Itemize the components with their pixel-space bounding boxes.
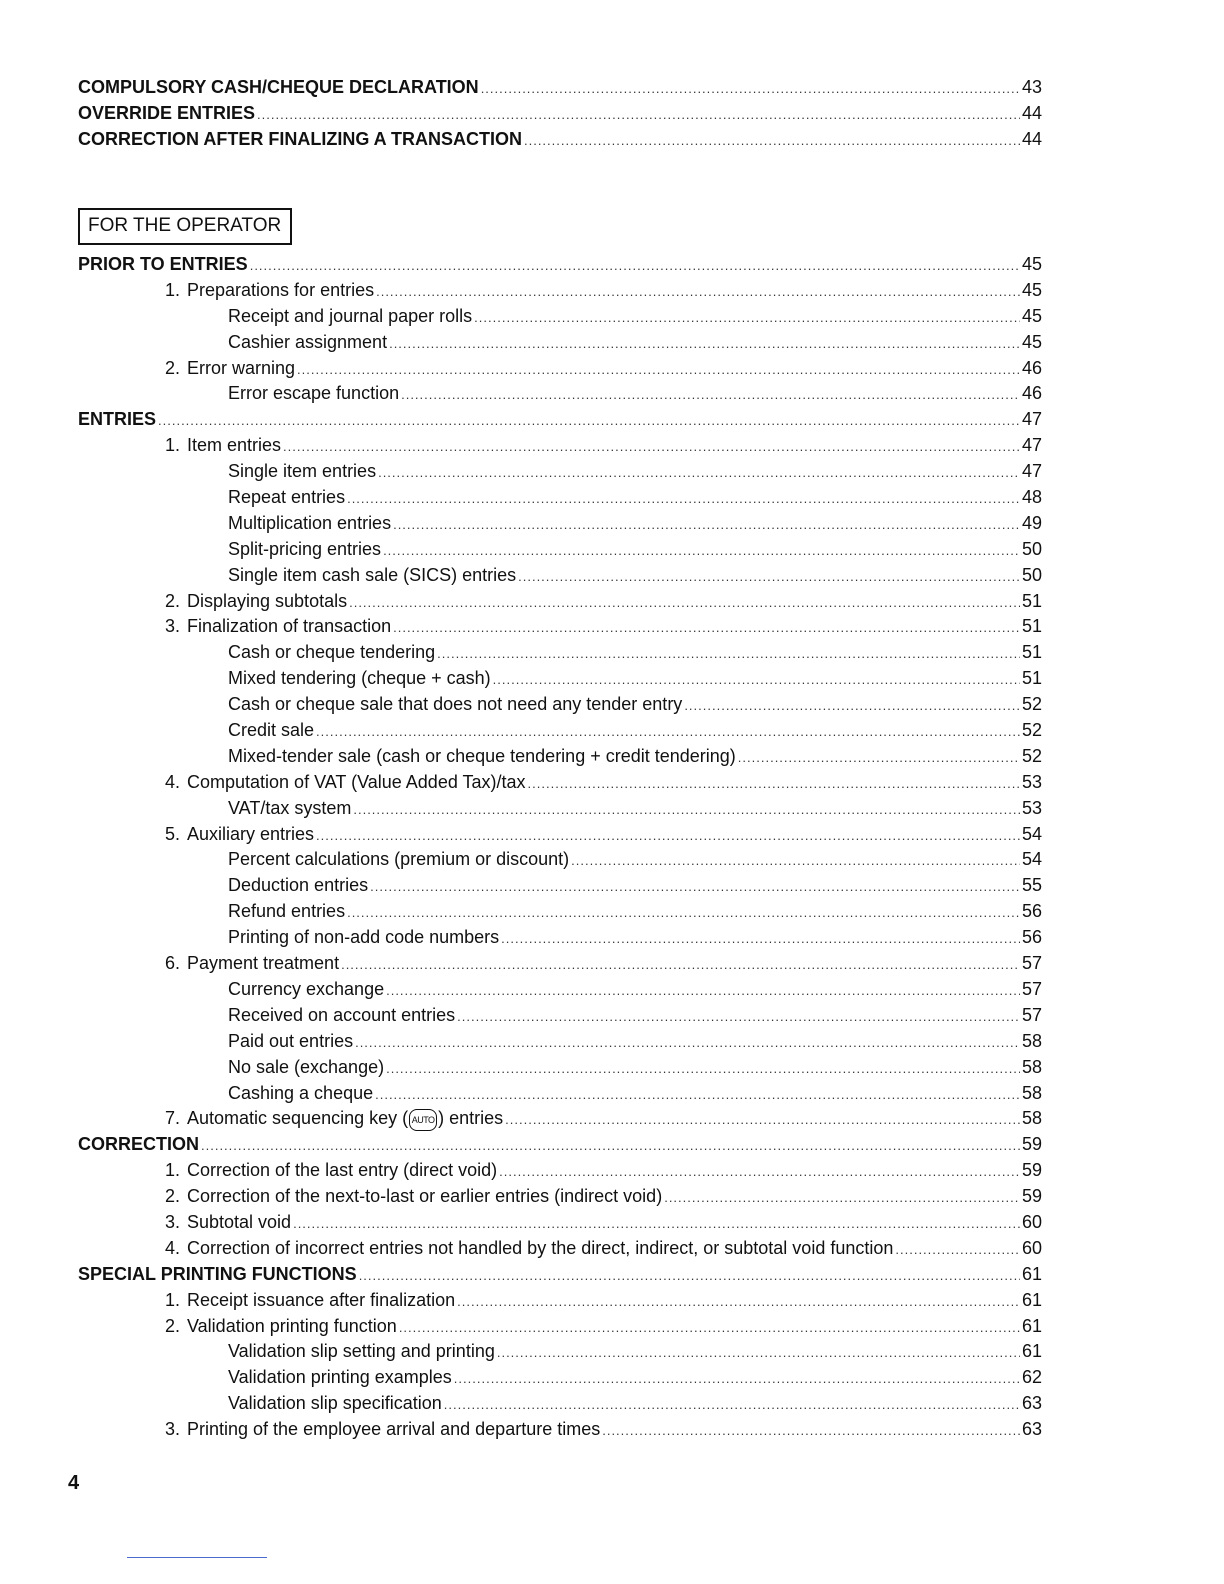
dot-leader [353, 797, 1020, 823]
toc-entry [78, 1365, 1042, 1391]
dot-leader [399, 1315, 1020, 1341]
toc-entry-text: Displaying subtotals [187, 590, 348, 611]
toc-entry-text: Error warning [187, 357, 296, 378]
toc-entry [78, 589, 1042, 615]
toc-entry-title [228, 1081, 373, 1107]
toc-entry-text: Cashier assignment [228, 331, 388, 352]
toc-entry-title [78, 252, 248, 278]
toc-entry-number: 4. [165, 1237, 181, 1258]
toc-entry-title [228, 485, 345, 511]
toc-entry-number: 2. [165, 1186, 181, 1207]
toc-entry-page: 54 [1021, 823, 1042, 844]
toc-entry [78, 407, 1042, 433]
toc-entry-title [228, 1055, 384, 1081]
dot-leader [386, 978, 1020, 1004]
dot-leader [250, 253, 1020, 279]
toc-entry [78, 511, 1042, 537]
toc-entry-title [228, 1003, 455, 1029]
toc-entry [78, 1055, 1042, 1081]
dot-leader [895, 1237, 1020, 1263]
bottom-rule [127, 1557, 267, 1558]
toc-entry-text: Preparations for entries [187, 279, 375, 300]
toc-entry-page: 53 [1021, 771, 1042, 792]
toc-entry-title [228, 330, 387, 356]
dot-leader [454, 1366, 1020, 1392]
dot-leader [393, 512, 1020, 538]
toc-entry [78, 614, 1042, 640]
toc-entry [78, 977, 1042, 1003]
dot-leader [684, 693, 1020, 719]
toc-entry-title [228, 1391, 442, 1417]
toc-entry [78, 74, 1042, 100]
toc-entry-page: 60 [1021, 1237, 1042, 1258]
dot-leader [347, 900, 1020, 926]
toc-entry-page: 59 [1021, 1160, 1042, 1181]
toc-entry-page: 58 [1021, 1056, 1042, 1077]
toc-entry [78, 356, 1042, 382]
toc-entry-text: Correction of incorrect entries not handled by the direct, indirect, or subtotal void function [187, 1237, 894, 1258]
toc-entry-text: VAT/tax system [228, 797, 352, 818]
toc-entry-title [165, 1314, 397, 1340]
toc-entry-page: 52 [1021, 745, 1042, 766]
toc-entry-page: 51 [1021, 642, 1042, 663]
toc-entry-page: 45 [1021, 279, 1042, 300]
toc-entry-text: Single item entries [228, 461, 377, 482]
dot-leader [293, 1211, 1020, 1237]
toc-entry-page: 47 [1021, 461, 1042, 482]
toc-entry-text: COMPULSORY CASH/CHEQUE DECLARATION [78, 77, 479, 97]
toc-entry [78, 1106, 1042, 1132]
toc-entry-page: 58 [1021, 1082, 1042, 1103]
toc-entry-title [228, 381, 399, 407]
toc-entry [78, 1029, 1042, 1055]
toc-entry-text: OVERRIDE ENTRIES [78, 103, 256, 123]
toc-entry [78, 1288, 1042, 1314]
dot-leader [376, 279, 1020, 305]
toc-entry-number: 7. [165, 1108, 181, 1129]
toc-entry-text: Payment treatment [187, 953, 340, 974]
toc-entry-number: 6. [165, 953, 181, 974]
dot-leader [457, 1289, 1020, 1315]
toc-entry-page: 45 [1021, 331, 1042, 352]
toc-entry-text: CORRECTION AFTER FINALIZING A TRANSACTION [78, 129, 522, 149]
toc-entry-text: Error escape function [228, 383, 400, 404]
toc-entry-number: 3. [165, 1211, 181, 1232]
toc-entry-title [78, 407, 156, 433]
toc-entry-text-after: ) entries [438, 1108, 504, 1129]
dot-leader [505, 1107, 1020, 1133]
toc-entry [78, 951, 1042, 977]
toc-entry-title [78, 1262, 357, 1288]
toc-entry-page: 58 [1021, 1108, 1042, 1129]
toc-entry [78, 381, 1042, 407]
section-heading-box [78, 208, 292, 245]
toc-entry-page: 51 [1021, 668, 1042, 689]
toc-entry-page: 56 [1021, 927, 1042, 948]
dot-leader [389, 331, 1020, 357]
toc-entry-title [228, 744, 736, 770]
toc-entry-text: Automatic sequencing key ( [187, 1108, 409, 1129]
toc-entry-page: 49 [1021, 512, 1042, 533]
toc-entry [78, 744, 1042, 770]
toc-entry-page: 51 [1021, 616, 1042, 637]
toc-entry-title [165, 1210, 291, 1236]
toc-entry [78, 1262, 1042, 1288]
toc-entry [78, 692, 1042, 718]
toc-entry-text: Refund entries [228, 901, 346, 922]
toc-entry-title [165, 951, 339, 977]
section-heading: FOR THE OPERATOR [88, 215, 282, 236]
toc-entry-title [228, 873, 368, 899]
toc-entry [78, 1236, 1042, 1262]
toc-entry-page: 62 [1021, 1367, 1042, 1388]
toc-entry-text: Computation of VAT (Value Added Tax)/tax [187, 771, 526, 792]
toc-entry-page: 57 [1021, 953, 1042, 974]
toc-entry-text: Validation slip setting and printing [228, 1341, 495, 1362]
toc-entry-page: 55 [1021, 875, 1042, 896]
toc-entry-title [165, 1184, 662, 1210]
toc-entry-page: 54 [1021, 849, 1042, 870]
toc-entry [78, 1081, 1042, 1107]
toc-entry-title [228, 537, 381, 563]
toc-entry-page: 60 [1021, 1211, 1042, 1232]
dot-leader [349, 590, 1020, 616]
toc-entry-text: Correction of the next-to-last or earlier entries (indirect void) [187, 1186, 663, 1207]
toc-entry-title [78, 1132, 199, 1158]
toc-top-block [78, 74, 1042, 152]
toc-entry-title [165, 278, 374, 304]
toc-entry-page: 51 [1021, 590, 1042, 611]
toc-entry-number: 1. [165, 1160, 181, 1181]
toc-entry-title [228, 977, 384, 1003]
dot-leader [493, 667, 1020, 693]
toc-entry-text: Mixed tendering (cheque + cash) [228, 668, 491, 689]
toc-entry-number: 2. [165, 1315, 181, 1336]
dot-leader [316, 719, 1020, 745]
toc-entry-text: Mixed-tender sale (cash or cheque tendering + credit tendering) [228, 745, 736, 766]
toc-entry-title [165, 433, 281, 459]
toc-entry-text: Finalization of transaction [187, 616, 392, 637]
toc-entry-text: Deduction entries [228, 875, 369, 896]
toc-entry-title [228, 640, 435, 666]
dot-leader [664, 1185, 1020, 1211]
dot-leader [602, 1418, 1020, 1444]
dot-leader [524, 128, 1020, 154]
dot-leader [497, 1340, 1020, 1366]
toc-entry-page: 52 [1021, 694, 1042, 715]
toc-entry-text: Receipt and journal paper rolls [228, 305, 473, 326]
toc-entry-text: Correction of the last entry (direct void) [187, 1160, 498, 1181]
toc-entry-page: 46 [1021, 383, 1042, 404]
toc-entry-page: 61 [1021, 1289, 1042, 1310]
toc-entry-text: No sale (exchange) [228, 1056, 385, 1077]
toc-entry-text: Percent calculations (premium or discount) [228, 849, 570, 870]
toc-entry-text: SPECIAL PRINTING FUNCTIONS [78, 1263, 357, 1284]
dot-leader [528, 771, 1020, 797]
toc-entry-text: Cash or cheque sale that does not need any tender entry [228, 694, 683, 715]
toc-entry-page: 56 [1021, 901, 1042, 922]
toc-entry [78, 1210, 1042, 1236]
toc-entry-number: 3. [165, 616, 181, 637]
toc-entry-number: 1. [165, 435, 181, 456]
toc-entry-text: Multiplication entries [228, 512, 392, 533]
page-number: 4 [68, 1472, 80, 1494]
toc-entry-text: Cashing a cheque [228, 1082, 374, 1103]
toc-entry-title [78, 126, 522, 152]
dot-leader [571, 848, 1020, 874]
toc-entry-text: Validation printing examples [228, 1367, 452, 1388]
toc-entry-title [228, 666, 491, 692]
toc-entry-page: 57 [1021, 978, 1042, 999]
toc-entry-page: 44 [1021, 103, 1042, 123]
toc-entry-title [165, 1236, 893, 1262]
toc-entry-text: Printing of the employee arrival and departure times [187, 1419, 601, 1440]
toc-entry-title [228, 511, 391, 537]
toc-entry-number: 5. [165, 823, 181, 844]
dot-leader [297, 357, 1020, 383]
toc-entry-text: PRIOR TO ENTRIES [78, 254, 248, 274]
toc-entry-title [165, 822, 314, 848]
toc-entry-title [165, 614, 391, 640]
toc-entry [78, 330, 1042, 356]
toc-entry [78, 1314, 1042, 1340]
toc-entry-page: 47 [1021, 435, 1042, 456]
toc-entry-title [228, 1029, 353, 1055]
toc-entry-page: 46 [1021, 357, 1042, 378]
toc-entry-page: 59 [1021, 1134, 1042, 1155]
toc-entry-page: 43 [1021, 77, 1042, 97]
toc-entry-title [165, 770, 526, 796]
toc-entry-number: 2. [165, 357, 181, 378]
toc-entry [78, 1339, 1042, 1365]
toc-entry [78, 899, 1042, 925]
toc-entry [78, 537, 1042, 563]
toc-entry [78, 1417, 1042, 1443]
toc-entry-title [165, 1158, 497, 1184]
toc-entry [78, 925, 1042, 951]
toc-entry-page: 58 [1021, 1030, 1042, 1051]
toc-entry-title [228, 692, 682, 718]
toc-entry [78, 1132, 1042, 1158]
toc-entry-number: 1. [165, 1289, 181, 1310]
toc-entry [78, 1003, 1042, 1029]
toc-entry [78, 1391, 1042, 1417]
toc-entry-text: Cash or cheque tendering [228, 642, 436, 663]
dot-leader [257, 102, 1020, 128]
toc-entry-page: 50 [1021, 564, 1042, 585]
dot-leader [370, 874, 1020, 900]
toc-entry-page: 59 [1021, 1186, 1042, 1207]
toc-entry-page: 44 [1021, 129, 1042, 149]
dot-leader [481, 76, 1020, 102]
toc-entry [78, 126, 1042, 152]
dot-leader [474, 305, 1020, 331]
dot-leader [383, 538, 1020, 564]
auto-key-icon: AUTO [409, 1109, 437, 1131]
dot-leader [437, 641, 1020, 667]
toc-entry-text: Item entries [187, 435, 282, 456]
toc-entry-number: 3. [165, 1419, 181, 1440]
toc-entry-title [228, 796, 351, 822]
toc-entry-title [228, 718, 314, 744]
dot-leader [499, 1159, 1020, 1185]
toc-entry-text: Validation printing function [187, 1315, 397, 1336]
toc-entry-text: Received on account entries [228, 1004, 456, 1025]
toc-entry-text: Receipt issuance after finalization [187, 1289, 456, 1310]
dot-leader [341, 952, 1020, 978]
dot-leader [316, 823, 1020, 849]
toc-entry [78, 666, 1042, 692]
toc-entry-text: Credit sale [228, 720, 315, 741]
toc-entry-page: 52 [1021, 720, 1042, 741]
toc-entry-page: 48 [1021, 487, 1042, 508]
toc-entry [78, 796, 1042, 822]
dot-leader [518, 564, 1020, 590]
toc-entry-page: 47 [1021, 409, 1042, 430]
toc-entry-page: 45 [1021, 305, 1042, 326]
dot-leader [501, 926, 1020, 952]
dot-leader [158, 408, 1020, 434]
toc-entry-title [228, 459, 376, 485]
dot-leader [393, 615, 1020, 641]
toc-entry [78, 1184, 1042, 1210]
dot-leader [444, 1392, 1020, 1418]
toc-entry-page: 57 [1021, 1004, 1042, 1025]
toc-entry-text: Single item cash sale (SICS) entries [228, 564, 517, 585]
toc-entry-page: 61 [1021, 1341, 1042, 1362]
dot-leader [283, 434, 1020, 460]
toc-entry [78, 278, 1042, 304]
toc-entry-text: Paid out entries [228, 1030, 354, 1051]
toc-entry-title [78, 100, 255, 126]
toc-entry-title [228, 899, 345, 925]
toc-entry [78, 1158, 1042, 1184]
toc-entry [78, 433, 1042, 459]
toc-entry [78, 304, 1042, 330]
toc-entry-text: Printing of non-add code numbers [228, 927, 500, 948]
dot-leader [355, 1030, 1020, 1056]
dot-leader [401, 382, 1020, 408]
dot-leader [201, 1133, 1020, 1159]
toc-entry-title [165, 589, 347, 615]
toc-entry [78, 847, 1042, 873]
toc-entry [78, 822, 1042, 848]
toc-entry-text: Validation slip specification [228, 1393, 442, 1414]
toc-entry-number: 4. [165, 771, 181, 792]
toc-entry-text: Split-pricing entries [228, 538, 382, 559]
toc-entry-number: 2. [165, 590, 181, 611]
toc-entry-title [228, 563, 516, 589]
toc-entry-page: 63 [1021, 1393, 1042, 1414]
dot-leader [738, 745, 1020, 771]
toc-entry-title [165, 1106, 503, 1132]
dot-leader [347, 486, 1020, 512]
toc-entry [78, 563, 1042, 589]
toc-entry [78, 485, 1042, 511]
toc-entry-title [228, 847, 569, 873]
toc-entry-page: 61 [1021, 1315, 1042, 1336]
toc-entry [78, 873, 1042, 899]
toc-entry-title [228, 1339, 495, 1365]
toc-entry-title [165, 1417, 600, 1443]
toc-entry-title [165, 1288, 455, 1314]
toc-entry-text: Auxiliary entries [187, 823, 315, 844]
toc-entry [78, 100, 1042, 126]
toc-entry-title [228, 925, 499, 951]
toc-entry [78, 252, 1042, 278]
toc-entry-page: 53 [1021, 797, 1042, 818]
toc-entry-page: 63 [1021, 1419, 1042, 1440]
table-of-contents [78, 252, 1042, 1443]
toc-entry-page: 45 [1021, 254, 1042, 274]
dot-leader [359, 1263, 1020, 1289]
dot-leader [386, 1056, 1020, 1082]
toc-entry [78, 718, 1042, 744]
toc-entry-title [228, 304, 472, 330]
toc-entry-text: Subtotal void [187, 1211, 292, 1232]
toc-entry-page: 50 [1021, 538, 1042, 559]
dot-leader [378, 460, 1020, 486]
dot-leader [457, 1004, 1020, 1030]
toc-entry-title [78, 74, 479, 100]
dot-leader [375, 1082, 1020, 1108]
toc-entry-text: ENTRIES [78, 409, 157, 430]
toc-entry-text: Currency exchange [228, 978, 385, 999]
toc-entry-text: Repeat entries [228, 487, 346, 508]
toc-entry-title [228, 1365, 452, 1391]
toc-entry-page: 61 [1021, 1263, 1042, 1284]
toc-entry [78, 459, 1042, 485]
toc-entry [78, 770, 1042, 796]
toc-entry-text: CORRECTION [78, 1134, 199, 1155]
toc-entry-number: 1. [165, 279, 181, 300]
toc-entry-title [165, 356, 295, 382]
toc-entry [78, 640, 1042, 666]
